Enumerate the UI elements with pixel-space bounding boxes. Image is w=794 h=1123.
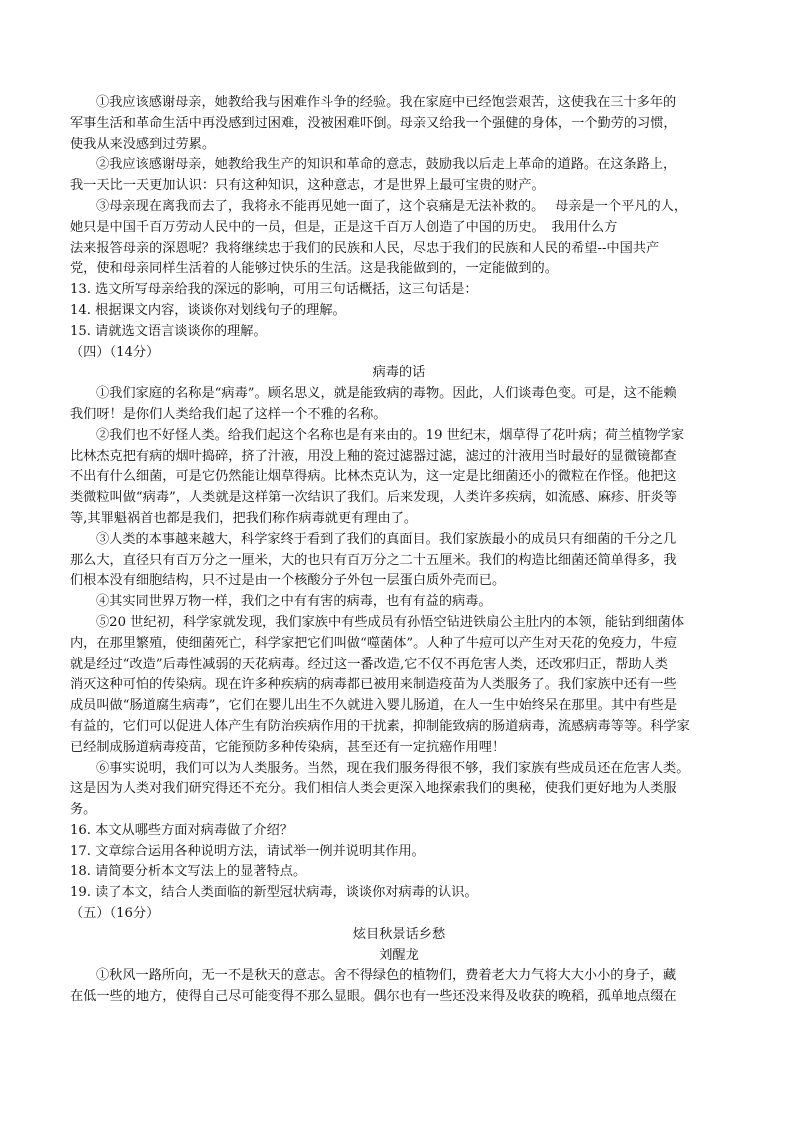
text-line: ⑥事实说明，我们可以为人类服务。当然，现在我们服务得很不够，我们家族有些成员还在危害人类。 bbox=[96, 760, 690, 776]
text-line: 们根本没有细胞结构，只不过是由一个核酸分子外包一层蛋白质外壳而已。 bbox=[70, 573, 506, 589]
passage4-paragraph-3 bbox=[70, 530, 728, 592]
passage5-paragraph-1 bbox=[70, 966, 728, 1008]
passage4-paragraph-2 bbox=[70, 426, 728, 530]
question-14: 14. 根据课文内容，谈谈你对划线句子的理解。 bbox=[70, 302, 346, 318]
passage4-paragraph-4 bbox=[70, 592, 728, 613]
text-line: 就是经过“改造”后毒性减弱的天花病毒。经过这一番改造,它不仅不再危害人类，还改邪归正，帮助人类 bbox=[70, 656, 668, 672]
text-line: 类微粒叫做“病毒”，人类就是这样第一次结识了我们。后来发现，人类许多疾病，如流感、麻疹、肝炎等 bbox=[70, 490, 677, 506]
question-17: 17. 文章综合运用各种说明方法，请试举一例并说明其作用。 bbox=[70, 843, 425, 859]
text-line: 不出有什么细菌，可是它仍然能让烟草得病。比林杰克认为，这一定是比细菌还小的微粒在作怪。他把这 bbox=[70, 469, 677, 485]
text-line: 有益的，它们可以促进人体产生有防治疾病作用的干扰素，抑制能致病的肠道病毒，流感病毒等等。科学家 bbox=[70, 718, 690, 734]
text-line: ⑤20 世纪初，科学家就发现，我们家族中有些成员有孙悟空钻进铁扇公主肚内的本领，能钻到细菌体 bbox=[96, 614, 685, 630]
text-line: ②我应该感谢母亲，她教给我生产的知识和革命的意志，鼓励我以后走上革命的道路。在这条路上， bbox=[96, 157, 677, 173]
text-line: 比林杰克把有病的烟叶捣碎，挤了汁液，用没上釉的瓷过滤器过滤，滤过的汁液用当时最好的显微镜都查 bbox=[70, 448, 677, 464]
passage4-paragraph-6 bbox=[70, 759, 728, 821]
passage5-title: 炫目秋景话乡愁 bbox=[352, 926, 446, 942]
section-4-header: （四）（14分） bbox=[70, 344, 160, 360]
text-line: ②我们也不好怪人类。给我们起这个名称也是有来由的。19 世纪末，烟草得了花叶病；荷兰植物学家 bbox=[96, 427, 685, 443]
text-line: 她只是中国千百万劳动人民中的一员，但是，正是这千百万人创造了中国的历史。 我用什么方 bbox=[70, 219, 618, 235]
text-line: 我们呀！是你们人类给我们起了这样一个不雅的名称。 bbox=[70, 406, 387, 422]
passage3-paragraph-1 bbox=[70, 93, 728, 155]
passage5-author: 刘醒龙 bbox=[379, 947, 419, 963]
text-line: ③母亲现在离我而去了，我将永不能再见她一面了，这个哀痛是无法补救的。 母亲是一个平凡的人， bbox=[96, 198, 688, 214]
passage3-paragraph-3 bbox=[70, 197, 728, 280]
text-line: 消灭这种可怕的传染病。现在许多种疾病的病毒都已被用来制造疫苗为人类服务了。我们家族中还有一些 bbox=[70, 677, 677, 693]
document-page bbox=[70, 93, 728, 1008]
text-line: 法来报答母亲的深恩呢？我将继续忠于我们的民族和人民，尽忠于我们的民族和人民的希望--中国共产 bbox=[70, 240, 660, 256]
question-18: 18. 请简要分析本文写法上的显著特点。 bbox=[70, 864, 307, 880]
text-line: ①我们家庭的名称是“病毒”。顾名思义，就是能致病的毒物。因此，人们谈毒色变。可是，这不能赖 bbox=[96, 386, 677, 402]
question-19: 19. 读了本文，结合人类面临的新型冠状病毒，谈谈你对病毒的认识。 bbox=[70, 885, 478, 901]
question-15: 15. 请就选文语言谈谈你的理解。 bbox=[70, 323, 267, 339]
passage3-paragraph-2 bbox=[70, 155, 728, 197]
text-line: 内，在那里繁殖，使细菌死亡，科学家把它们叫做“噬菌体”。人种了牛痘可以产生对天花的免疫力，牛痘 bbox=[70, 635, 677, 651]
text-line: 务。 bbox=[70, 802, 97, 818]
text-line: 军事生活和革命生活中再没感到过困难，没被困难吓倒。母亲又给我一个强健的身体，一个勤劳的习惯， bbox=[70, 115, 677, 131]
text-line: 等,其罪魁祸首也都是我们，把我们称作病毒就更有理由了。 bbox=[70, 510, 418, 526]
text-line: ①我应该感谢母亲，她教给我与困难作斗争的经验。我在家庭中已经饱尝艰苦，这使我在三十多年的 bbox=[96, 95, 677, 110]
text-line: ①秋风一路所向，无一不是秋天的意志。舍不得绿色的植物们，费着老大力气将大大小小的身子，藏 bbox=[96, 968, 677, 984]
text-line: 这是因为人类对我们研究得还不充分。我们相信人类会更深入地探索我们的奥秘，使我们更好地为人类服 bbox=[70, 781, 677, 797]
text-line: 成员叫做“肠道腐生病毒”，它们在婴儿出生不久就进入婴儿肠道，在人一生中始终呆在那里。其中有些是 bbox=[70, 698, 677, 714]
text-line: 在低一些的地方，使得自己尽可能变得不那么显眼。偶尔也有一些还没来得及收获的晚稻，孤单地点缀在 bbox=[70, 989, 677, 1005]
text-line: 那么大，直径只有百万分之一厘米，大的也只有百万分之二十五厘米。我们的构造比细菌还简单得多，我 bbox=[70, 552, 677, 568]
text-line: 已经制成肠道病毒疫苗，它能预防多种传染病，甚至还有一定抗癌作用哩！ bbox=[70, 739, 506, 755]
text-line: 使我从来没感到过劳累。 bbox=[70, 136, 216, 152]
passage4-title: 病毒的话 bbox=[372, 365, 426, 381]
text-line: 我一天比一天更加认识：只有这种知识，这种意志，才是世界上最可宝贵的财产。 bbox=[70, 178, 545, 194]
section-5-header: （五）（16分） bbox=[70, 906, 160, 922]
passage4-paragraph-5 bbox=[70, 613, 728, 759]
text-line: ③人类的本事越来越大，科学家终于看到了我们的真面目。我们家族最小的成员只有细菌的千分之几 bbox=[96, 531, 677, 547]
passage4-paragraph-1 bbox=[70, 384, 728, 426]
question-16: 16. 本文从哪些方面对病毒做了介绍？ bbox=[70, 822, 293, 838]
question-13: 13. 选文所写母亲给我的深远的影响，可用三句话概括，这三句话是： bbox=[70, 282, 478, 298]
text-line: ④其实同世界万物一样，我们之中有有害的病毒，也有有益的病毒。 bbox=[96, 594, 492, 610]
text-line: 党，使和母亲同样生活着的人能够过快乐的生活。这是我能做到的，一定能做到的。 bbox=[70, 261, 558, 277]
